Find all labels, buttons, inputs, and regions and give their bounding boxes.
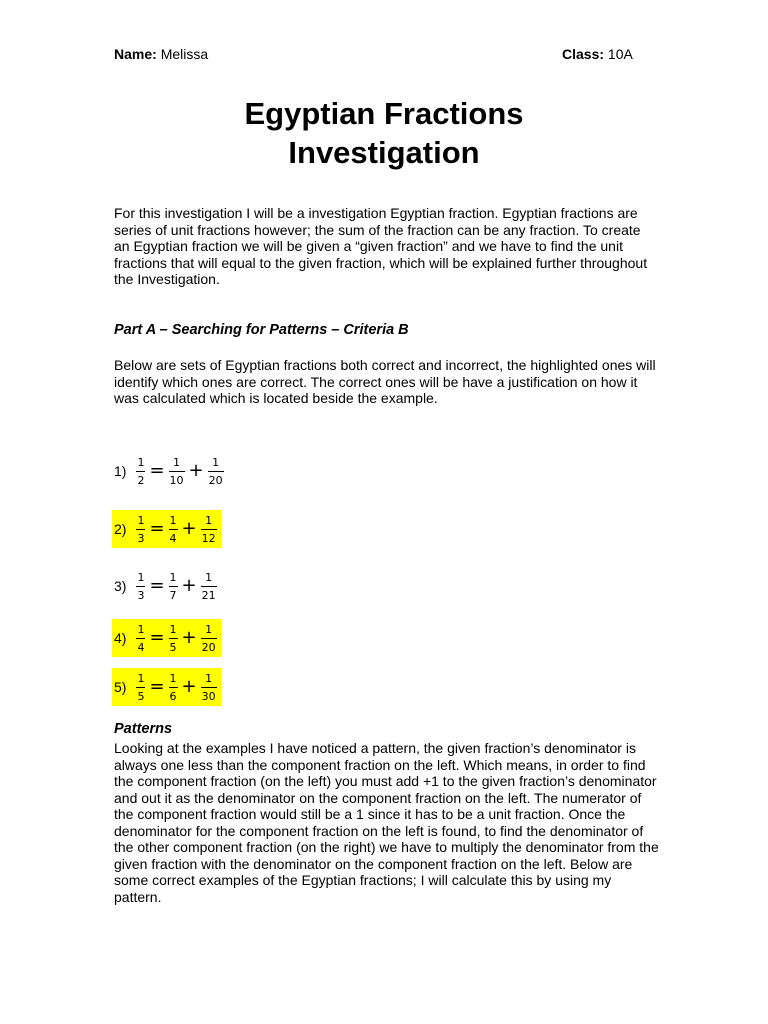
page-title — [0, 94, 768, 172]
example-number: 1) — [114, 463, 127, 479]
denominator: 5 — [169, 640, 177, 654]
fraction-bar — [169, 586, 178, 587]
fraction-bar — [201, 687, 217, 688]
given-fraction — [136, 571, 145, 602]
fraction-bar — [201, 638, 217, 639]
fraction-bar — [169, 687, 178, 688]
fraction-bar — [201, 529, 217, 530]
denominator: 4 — [137, 640, 145, 654]
denominator: 3 — [137, 588, 145, 602]
numerator: 1 — [205, 570, 213, 584]
equals-sign: = — [149, 676, 165, 697]
patterns-paragraph: Looking at the examples I have noticed a pattern, the given fraction’s denominator is always one less than the component fraction on the left. Which means, in order to find the component fraction (on the left) you must add +1 to the given fraction’s denominator and out it as the denominator on the component fraction on the left. The numerator of the component fraction would still be a 1 since it has to be a unit fraction. Once the denominator for the component fraction on the left is found, to find the denominator of the other component fraction (on the right) we have to multiply the denominator from the given fraction with the denominator on the component fraction on the left. Below are some correct examples of the Egyptian fractions; I will calculate this by using my pattern. — [114, 740, 659, 905]
denominator: 5 — [137, 689, 145, 703]
plus-sign: + — [188, 460, 204, 481]
denominator: 21 — [201, 588, 216, 602]
left-component-fraction — [169, 623, 178, 654]
equals-sign: = — [149, 575, 165, 596]
numerator: 1 — [169, 513, 177, 527]
student-class — [562, 46, 633, 62]
numerator: 1 — [169, 671, 177, 685]
plus-sign: + — [181, 676, 197, 697]
equals-sign: = — [149, 460, 165, 481]
example-number: 3) — [114, 578, 127, 594]
left-component-fraction — [169, 514, 178, 545]
equals-sign: = — [149, 518, 165, 539]
numerator: 1 — [205, 622, 213, 636]
fraction-bar — [169, 638, 178, 639]
patterns-heading: Patterns — [114, 721, 173, 737]
example-equation — [112, 567, 221, 605]
denominator: 3 — [137, 531, 145, 545]
right-component-fraction — [201, 672, 217, 703]
given-fraction — [136, 514, 145, 545]
right-component-fraction — [201, 623, 217, 654]
numerator: 1 — [205, 671, 213, 685]
left-component-fraction — [169, 571, 178, 602]
right-component-fraction — [201, 571, 217, 602]
denominator: 4 — [169, 531, 177, 545]
fraction-bar — [136, 687, 145, 688]
plus-sign: + — [181, 575, 197, 596]
given-fraction — [136, 672, 145, 703]
numerator: 1 — [137, 513, 145, 527]
name-label: Name: — [114, 46, 157, 62]
title-line-1: Egyptian Fractions — [244, 96, 524, 131]
part-a-description: Below are sets of Egyptian fractions both correct and incorrect, the highlighted ones will identify which ones are correct. The correct ones will be have a justification on how it was calculated which is located beside the example. — [114, 357, 656, 406]
example-equation — [112, 668, 221, 706]
numerator: 1 — [205, 513, 213, 527]
fraction-bar — [136, 471, 145, 472]
left-component-fraction — [169, 672, 178, 703]
title-line-2: Investigation — [288, 135, 480, 170]
numerator: 1 — [137, 455, 145, 469]
fraction-bar — [136, 638, 145, 639]
example-number: 4) — [114, 630, 127, 646]
example-number: 5) — [114, 679, 127, 695]
example-equation — [112, 619, 221, 657]
plus-sign: + — [181, 518, 197, 539]
plus-sign: + — [181, 627, 197, 648]
fraction-bar — [169, 529, 178, 530]
class-value: 10A — [607, 46, 633, 62]
student-name — [114, 46, 208, 62]
fraction-bar — [208, 471, 224, 472]
denominator: 7 — [169, 588, 177, 602]
denominator: 6 — [169, 689, 177, 703]
denominator: 20 — [208, 473, 223, 487]
class-label: Class: — [562, 46, 605, 62]
denominator: 12 — [201, 531, 216, 545]
example-equation — [112, 510, 221, 548]
numerator: 1 — [173, 455, 181, 469]
intro-paragraph: For this investigation I will be a investigation Egyptian fraction. Egyptian fractions are series of unit fractions however; the sum of the fraction can be any fraction. To create an Egyptian fraction we will be given a “given fraction” and we have to find the unit fractions that will equal to the given fraction, which will be explained further throughout the Investigation. — [114, 205, 648, 287]
given-fraction — [136, 456, 145, 487]
denominator: 10 — [169, 473, 184, 487]
name-value: Melissa — [160, 46, 209, 62]
fraction-bar — [169, 471, 185, 472]
fraction-bar — [201, 586, 217, 587]
numerator: 1 — [169, 570, 177, 584]
numerator: 1 — [137, 622, 145, 636]
numerator: 1 — [212, 455, 220, 469]
fraction-bar — [136, 529, 145, 530]
example-number: 2) — [114, 521, 127, 537]
denominator: 2 — [137, 473, 145, 487]
numerator: 1 — [137, 570, 145, 584]
part-a-heading: Part A – Searching for Patterns – Criteria B — [114, 322, 409, 338]
fraction-bar — [136, 586, 145, 587]
left-component-fraction — [169, 456, 185, 487]
given-fraction — [136, 623, 145, 654]
right-component-fraction — [208, 456, 224, 487]
denominator: 20 — [201, 640, 216, 654]
right-component-fraction — [201, 514, 217, 545]
example-equation — [112, 452, 228, 490]
numerator: 1 — [137, 671, 145, 685]
equals-sign: = — [149, 627, 165, 648]
numerator: 1 — [169, 622, 177, 636]
denominator: 30 — [201, 689, 216, 703]
